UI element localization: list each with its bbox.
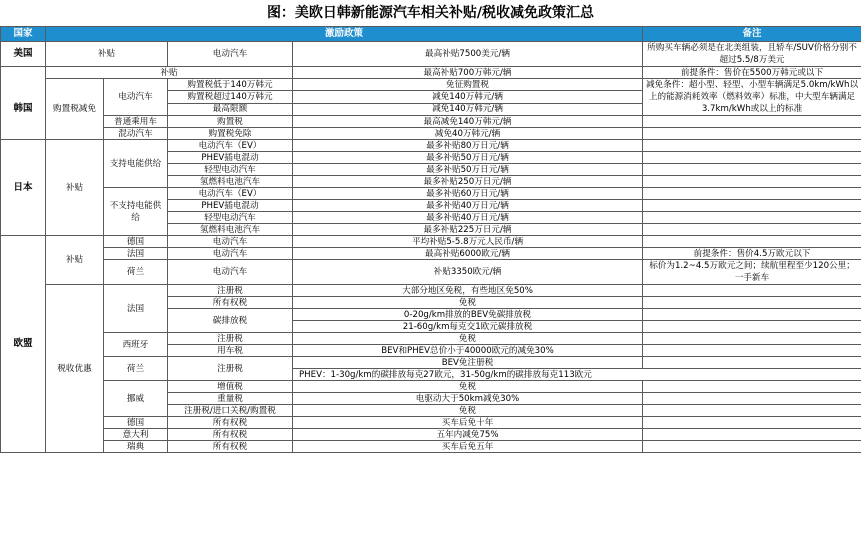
table-row [1,333,861,345]
policy-cell: 补贴 [46,140,104,236]
amount-cell: 最多补贴50万日元/辆 [293,152,643,164]
vehicle-cell: 所有权税 [168,417,293,429]
vehicle-cell: PHEV插电混动 [168,200,293,212]
note-cell [643,297,861,309]
table-row [1,140,861,152]
note-cell [643,140,861,152]
condition-cell: 购置税免除 [168,128,293,140]
vehicle-cell: 电动汽车 [168,260,293,285]
amount-cell: 免税 [293,405,643,417]
note-cell: 标价为1.2~4.5万欧元之间；续航里程至少120公里；一手新车 [643,260,861,285]
note-cell: 减免条件：超小型、轻型、小型车辆满足5.0km/kWh以上的能源消耗效率（燃料效率）标准，中大型车辆满足3.7km/kWh或以上的标准 [643,79,861,116]
vehicle-cell: 氢燃料电池汽车 [168,176,293,188]
category-cell: 瑞典 [104,441,168,453]
vehicle-cell: 碳排放税 [168,309,293,333]
vehicle-cell: 电动汽车 [168,248,293,260]
country-cell: 美国 [1,42,46,67]
note-cell [643,441,861,453]
category-cell: 意大利 [104,429,168,441]
policy-cell: 购置税减免 [46,79,104,140]
amount-cell: 最多补贴225万日元/辆 [293,224,643,236]
policy-cell: 补贴 [46,236,104,285]
table-row [1,417,861,429]
table-row [1,42,861,67]
note-cell [643,393,861,405]
table-header [1,27,861,42]
category-cell: 混动汽车 [104,128,168,140]
header-policy: 激励政策 [46,27,643,42]
header-note: 备注 [643,27,861,42]
table-row [1,441,861,453]
note-cell: 所购买车辆必须是在北美组装，且轿车/SUV价格分别不超过5.5/8万美元 [643,42,861,67]
amount-cell: 买车后免十年 [293,417,643,429]
note-cell [643,164,861,176]
note-cell [643,188,861,200]
amount-cell: 减免140万韩元/辆 [293,103,643,115]
amount-cell: 最高减免140万韩元/辆 [293,116,643,128]
category-cell: 普通乘用车 [104,116,168,128]
vehicle-cell: 重量税 [168,393,293,405]
amount-cell: BEV和PHEV总价小于40000欧元的减免30% [293,345,643,357]
vehicle-cell: 轻型电动汽车 [168,164,293,176]
policy-cell: 补贴 [46,67,293,79]
amount-cell: 平均补贴5-5.8万元人民币/辆 [293,236,643,248]
note-cell [643,285,861,297]
country-cell: 韩国 [1,79,46,140]
note-cell [643,309,861,321]
table-row [1,79,861,91]
note-cell [643,333,861,345]
policy-table [0,26,861,453]
amount-cell: 最多补贴60万日元/辆 [293,188,643,200]
note-cell [643,405,861,417]
note-cell: 前提条件：售价在5500万韩元或以下 [643,67,861,79]
vehicle-cell: 电动汽车 [168,42,293,67]
vehicle-cell: 电动汽车（EV） [168,140,293,152]
table-row [1,285,861,297]
note-cell [643,128,861,140]
note-cell [643,429,861,441]
category-cell: 法国 [104,248,168,260]
note-cell [643,212,861,224]
vehicle-cell: 氢燃料电池汽车 [168,224,293,236]
vehicle-cell: 轻型电动汽车 [168,212,293,224]
amount-cell: 最高补贴700万韩元/辆 [293,67,643,79]
category-cell: 不支持电能供给 [104,188,168,236]
vehicle-cell: 电动汽车（EV） [168,188,293,200]
country-cell: 欧盟 [1,236,46,453]
condition-cell: 最高限额 [168,103,293,115]
note-cell [643,417,861,429]
page-title: 图：美欧日韩新能源汽车相关补贴/税收减免政策汇总 [266,5,595,21]
note-cell [643,176,861,188]
policy-cell: 税收优惠 [46,285,104,453]
vehicle-cell: 注册税/进口关税/购置税 [168,405,293,417]
table-row [1,429,861,441]
note-cell [643,345,861,357]
note-cell [643,236,861,248]
amount-cell: PHEV：1-30g/km的碳排放每克27欧元，31-50g/km的碳排放每克113欧元 [293,369,861,381]
amount-cell: 最高补贴6000欧元/辆 [293,248,643,260]
header-country: 国家 [1,27,46,42]
note-cell [643,357,861,369]
table-row [1,67,861,79]
vehicle-cell: 所有权税 [168,297,293,309]
amount-cell: 最多补贴40万日元/辆 [293,212,643,224]
category-cell: 德国 [104,236,168,248]
vehicle-cell: 注册税 [168,357,293,381]
category-cell: 荷兰 [104,260,168,285]
note-cell [643,116,861,128]
country-cell [1,67,46,79]
note-cell: 前提条件：售价4.5万欧元以下 [643,248,861,260]
amount-cell: 补贴3350欧元/辆 [293,260,643,285]
vehicle-cell: 用车税 [168,345,293,357]
table-row [1,248,861,260]
note-cell [643,381,861,393]
amount-cell: 最多补贴50万日元/辆 [293,164,643,176]
condition-cell: 购置税超过140万韩元 [168,91,293,103]
vehicle-cell: 注册税 [168,333,293,345]
amount-cell: 最多补贴40万日元/辆 [293,200,643,212]
amount-cell: 大部分地区免税，有些地区免50% [293,285,643,297]
amount-cell: 免税 [293,381,643,393]
vehicle-cell: 注册税 [168,285,293,297]
vehicle-cell: 所有权税 [168,429,293,441]
amount-cell: 最多补贴80万日元/辆 [293,140,643,152]
policy-cell: 补贴 [46,42,168,67]
amount-cell: 五年内减免75% [293,429,643,441]
amount-cell: 减免140万韩元/辆 [293,91,643,103]
condition-cell: 购置税 [168,116,293,128]
amount-cell: BEV免注册税 [293,357,643,369]
amount-cell: 减免40万韩元/辆 [293,128,643,140]
category-cell: 电动汽车 [104,79,168,116]
table-row [1,128,861,140]
amount-cell: 买车后免五年 [293,441,643,453]
vehicle-cell: 电动汽车 [168,236,293,248]
note-cell [643,200,861,212]
amount-cell: 免征购置税 [293,79,643,91]
amount-cell: 0-20g/km排放的BEV免碳排放税 [293,309,643,321]
vehicle-cell: PHEV插电混动 [168,152,293,164]
table-row [1,381,861,393]
category-cell: 德国 [104,417,168,429]
amount-cell: 最高补贴7500美元/辆 [293,42,643,67]
category-cell: 支持电能供给 [104,140,168,188]
country-cell: 日本 [1,140,46,236]
amount-cell: 免税 [293,297,643,309]
table-row [1,260,861,285]
table-row [1,116,861,128]
note-cell [643,152,861,164]
vehicle-cell: 增值税 [168,381,293,393]
note-cell [643,224,861,236]
category-cell: 西班牙 [104,333,168,357]
table-row [1,188,861,200]
amount-cell: 21-60g/km每克交1欧元碳排放税 [293,321,643,333]
note-cell [643,321,861,333]
table-row [1,236,861,248]
category-cell: 荷兰 [104,357,168,381]
condition-cell: 购置税低于140万韩元 [168,79,293,91]
amount-cell: 电驱动大于50km减免30% [293,393,643,405]
category-cell: 法国 [104,285,168,333]
vehicle-cell: 所有权税 [168,441,293,453]
amount-cell: 最多补贴250万日元/辆 [293,176,643,188]
table-row [1,357,861,369]
amount-cell: 免税 [293,333,643,345]
category-cell: 挪威 [104,381,168,417]
